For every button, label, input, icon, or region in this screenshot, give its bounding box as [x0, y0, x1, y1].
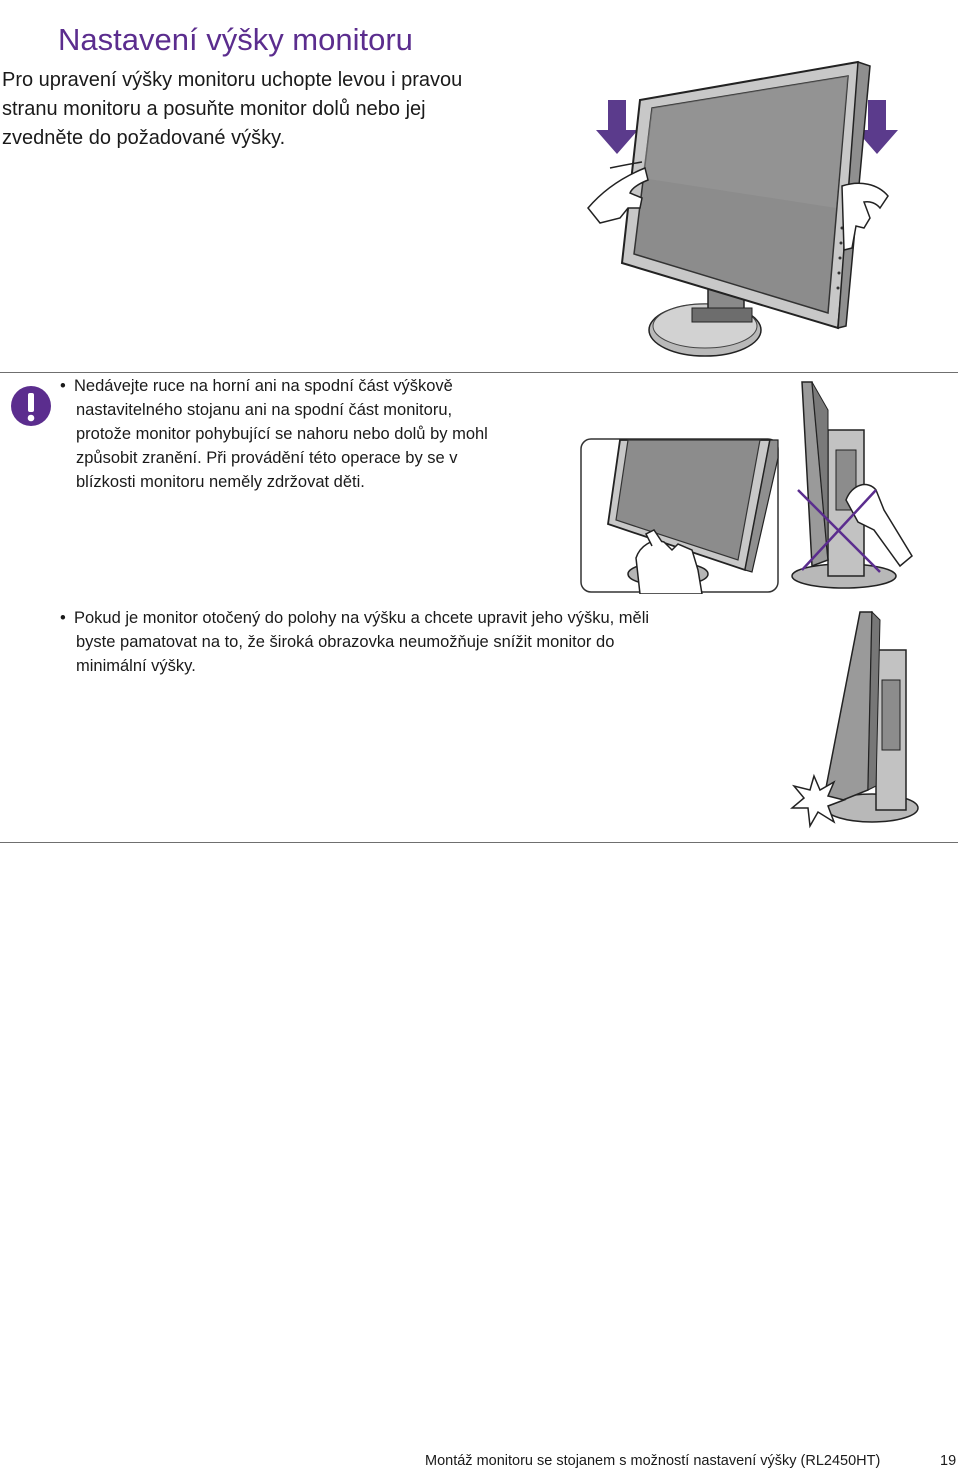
intro-line: stranu monitoru a posuňte monitor dolů nebo jej — [2, 98, 426, 120]
warning-line: blízkosti monitoru neměly zdržovat děti. — [76, 473, 365, 491]
note-line: minimální výšky. — [76, 657, 196, 675]
intro-line: zvedněte do požadované výšky. — [2, 127, 286, 149]
section-divider — [0, 842, 958, 843]
warning-line: způsobit zranění. Při provádění této operace by se v — [76, 449, 458, 467]
warning-line: nastavitelného stojanu ani na spodní část monitoru, — [76, 401, 453, 419]
note-bullet — [60, 606, 790, 678]
footer-text: Montáž monitoru se stojanem s možností nastavení výšky (RL2450HT) — [425, 1453, 881, 1469]
exclamation-warning-icon — [10, 385, 52, 427]
warning-line — [60, 374, 570, 398]
page-number: 19 — [940, 1453, 957, 1469]
note-line — [60, 606, 790, 630]
note-text: Pokud je monitor otočený do polohy na výšku a chcete upravit jeho výšku, měli — [74, 609, 650, 627]
down-arrow-icon — [596, 100, 638, 154]
warning-bullet — [60, 374, 570, 494]
warning-text: Nedávejte ruce na horní ani na spodní část výškově — [74, 377, 453, 395]
warning-line: protože monitor pohybující se nahoru nebo dolů by mohl — [76, 425, 488, 443]
bullet-icon: • — [60, 377, 66, 395]
side-view-hand-cross-illustration — [788, 380, 914, 590]
section-divider — [0, 372, 958, 373]
monitor-height-adjust-illustration — [580, 58, 910, 363]
portrait-mode-collision-illustration — [790, 610, 920, 830]
intro-line: Pro upravení výšky monitoru uchopte levou i pravou — [2, 69, 463, 91]
right-hand-icon — [842, 183, 888, 250]
page-title: Nastavení výšky monitoru — [58, 21, 413, 57]
note-line: byste pamatovat na to, že široká obrazovka neumožňuje snížit monitor do — [76, 633, 615, 651]
bullet-icon: • — [60, 609, 66, 627]
hand-under-monitor-illustration — [580, 438, 780, 594]
intro-paragraph — [2, 66, 562, 153]
